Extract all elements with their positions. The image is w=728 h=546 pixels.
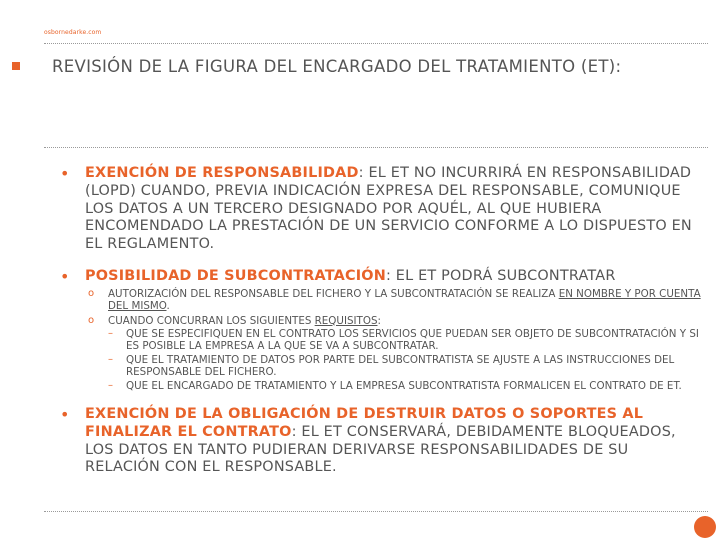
circle-bullet-icon: o: [88, 287, 95, 299]
list-item: [58, 165, 702, 254]
list-item: [58, 406, 702, 477]
requirement-text: QUE EL TRATAMIENTO DE DATOS POR PARTE DEL SUBCONTRATISTA SE AJUSTE A LAS INSTRUCCIONES DEL RESPONSABLE DEL FICHERO.: [126, 353, 675, 379]
sub-list-item-text: [108, 288, 702, 313]
requisitos-link[interactable]: REQUISITOS: [314, 314, 378, 327]
requirement-item: [85, 380, 702, 392]
heading-bullet: [12, 62, 20, 70]
page-title: REVISIÓN DE LA FIGURA DEL ENCARGADO DEL TRATAMIENTO (ET):: [52, 57, 622, 76]
list-item-text: [85, 165, 702, 254]
emphasis-link[interactable]: EN NOMBRE Y POR CUENTA DEL MISMO: [108, 287, 701, 313]
bullet-dot-icon: •: [60, 164, 70, 183]
list-item-title: EXENCIÓN DE LA OBLIGACIÓN DE DESTRUIR DATOS O SOPORTES AL FINALIZAR EL CONTRATO: [85, 406, 644, 440]
brand-logo-text: osbornedarke.com: [44, 29, 102, 36]
list-item-title: EXENCIÓN DE RESPONSABILIDAD: [85, 165, 359, 181]
bullet-list: [58, 165, 702, 477]
bottom-divider: [44, 511, 708, 512]
list-item-body: : EL ET CONSERVARÁ, DEBIDAMENTE BLOQUEADOS, LOS DATOS EN TANTO PUDIERAN DERIVARSE RESPONSABILIDADES DE SU RELACIÓN CON EL RESPONSABLE.: [85, 423, 676, 476]
sub-list-item: [85, 315, 702, 327]
list-item-text: [85, 406, 702, 477]
bullet-dot-icon: •: [60, 405, 70, 425]
list-item-title: POSIBILIDAD DE SUBCONTRATACIÓN: [85, 267, 386, 284]
section-divider: [44, 147, 708, 148]
dash-bullet-icon: –: [108, 379, 113, 391]
sub-item-body: AUTORIZACIÓN DEL RESPONSABLE DEL FICHERO Y LA SUBCONTRATACIÓN SE REALIZA: [108, 287, 559, 300]
slide-number-badge: [694, 516, 716, 538]
list-item: [58, 268, 702, 392]
requirement-item: [85, 328, 702, 353]
dash-bullet-icon: –: [108, 328, 113, 339]
sub-item-suffix: :: [377, 314, 381, 327]
requirement-text: QUE EL ENCARGADO DE TRATAMIENTO Y LA EMPRESA SUBCONTRATISTA FORMALICEN EL CONTRATO DE ET.: [126, 379, 682, 392]
sub-item-suffix: .: [166, 300, 170, 313]
sub-list-item: [85, 288, 702, 313]
list-item-text: [85, 268, 702, 286]
circle-bullet-icon: o: [88, 314, 95, 326]
requirement-item: [85, 354, 702, 379]
top-divider: [44, 43, 708, 44]
dash-bullet-icon: –: [108, 353, 113, 365]
list-item-body: : EL ET NO INCURRIRÁ EN RESPONSABILIDAD (LOPD) CUANDO, PREVIA INDICACIÓN EXPRESA DEL RESPONSABLE, COMUNIQUE LOS DATOS A UN TERCERO DESIGNADO POR AQUÉL, AL QUE HUBIERA ENCOMENDADO LA PRESTACIÓN DE UN SERVICIO CONFORME A LO DISPUESTO EN EL REGLAMENTO.: [85, 165, 692, 253]
bullet-dot-icon: •: [60, 266, 70, 286]
requirement-text: QUE SE ESPECIFIQUEN EN EL CONTRATO LOS SERVICIOS QUE PUEDAN SER OBJETO DE SUBCONTRATACIÓN Y SI ES POSIBLE LA EMPRESA A LA QUE SE VA A SUBCONTRATAR.: [126, 328, 699, 353]
sub-list-item-text: [108, 315, 702, 327]
list-item-body: : EL ET PODRÁ SUBCONTRATAR: [385, 267, 616, 284]
sub-item-body: CUANDO CONCURRAN LOS SIGUIENTES: [108, 314, 315, 327]
